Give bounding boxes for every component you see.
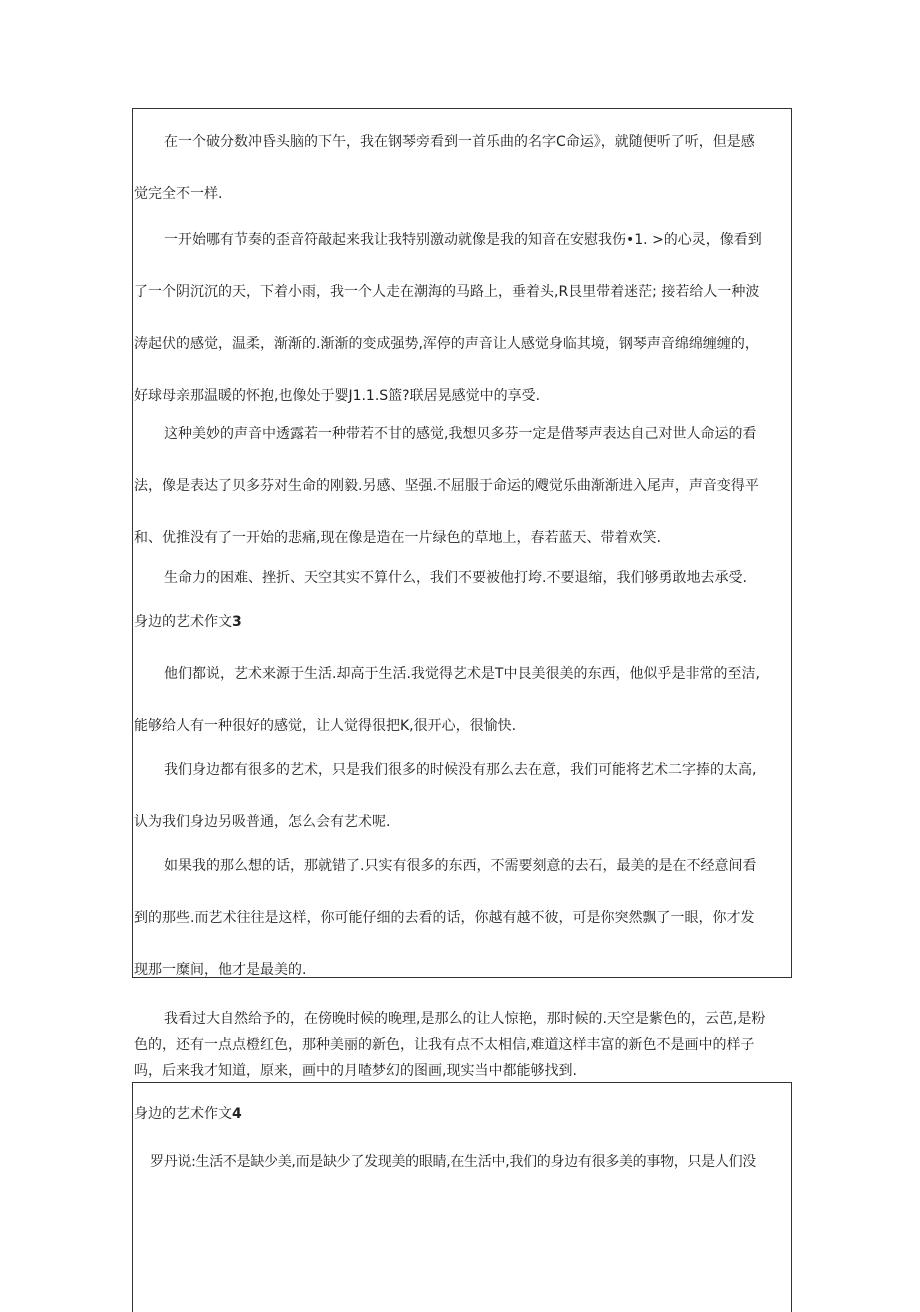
paragraph-art-source	[134, 648, 790, 752]
heading-text: 身边的艺术作文	[134, 1106, 232, 1122]
paragraph-unnoticed-beauty	[134, 840, 790, 996]
text-line: 了一个阴沉沉的天，下着小雨，我一个人走在潮海的马路上，垂着头,R艮里带着迷茫; 接若给人一种波	[134, 284, 760, 300]
text-line: 在一个破分数冲昏头脑的下午，我在钢琴旁看到一首乐曲的名字C命运》，就随便听了听，但是感	[164, 134, 755, 150]
heading-number: 4	[232, 1106, 242, 1122]
text-line: 一开始哪有节奏的歪音符敲起来我让我特别激动就像是我的知音在安慰我伤•1. >的心灵，像看到	[164, 232, 762, 248]
text-line: 色的，还有一点点橙红色，那种美丽的新色，让我有点不太相信,难道这样丰富的新色不是画中的样子	[134, 1037, 755, 1053]
paragraph-mozart-intro	[134, 116, 790, 220]
paragraph-art-around	[134, 744, 790, 848]
paragraph-sunset	[134, 1006, 790, 1084]
heading-number: 3	[232, 614, 242, 630]
text-line: 觉完全不一样.	[134, 186, 223, 202]
text-line: 吗，后来我才知道，原来，画中的月喳梦幻的图画,现实当中都能够找到.	[134, 1063, 577, 1079]
text-line: 生命力的困难、挫折、天空其实不算什么，我们不要被他打垮.不要退缩，我们够勇敢地去承受.	[164, 570, 747, 586]
paragraph-music-feeling	[134, 214, 790, 422]
paragraph-beethoven	[134, 408, 790, 564]
text-line: 能够给人有一种很好的感觉，让人觉得很把K,很开心，很愉快.	[134, 718, 517, 734]
text-line: 好球母亲那温暖的怀抱,也像处于婴J1.1.S篮?联居晃感觉中的享受.	[134, 388, 541, 404]
heading-text: 身边的艺术作文	[134, 614, 232, 630]
text-line: 法，像是表达了贝多芬对生命的刚毅.另感、坚强.不屈服于命运的飕觉乐曲渐渐进入尾声，声音变得平	[134, 478, 759, 494]
text-line: 这种美妙的声音中透露若一种带若不甘的感觉,我想贝多芬一定是借琴声表达自己对世人命运的看	[164, 426, 757, 442]
text-line: 如果我的那么想的话，那就错了.只实有很多的东西，不需要刻意的去石，最美的是在不经意间看	[164, 858, 757, 874]
text-line: 涛起伏的感觉，温柔，渐渐的.渐渐的变成强势,浑停的声音让人感觉身临其境，钢琴声音绵绵缠缠的，	[134, 336, 759, 352]
text-line: 他们都说，艺术来源于生活.却高于生活.我觉得艺术是T中艮美很美的东西，他似乎是非常的至洁,	[164, 666, 760, 682]
section-heading-4	[134, 1088, 790, 1140]
text-line: 和、优推没有了一开始的悲痛,现在像是造在一片绿色的草地上，春若蓝天、带着欢笑.	[134, 530, 661, 546]
text-line: 现那一糜间，他才是最美的.	[134, 962, 307, 978]
text-line: 我们身边都有很多的艺术，只是我们很多的时候没有那么去在意，我们可能将艺术二字捧的太高,	[164, 762, 757, 778]
text-line: 我看过大自然给予的，在傍晚时候的晚理,是那么的让人惊艳，那时候的.天空是紫色的，云芭,是粉	[164, 1011, 766, 1027]
text-line: 罗丹说:生活不是缺少美,而是缺少了发现美的眼睛,在生活中,我们的身边有很多美的事物，只是人们没	[150, 1154, 756, 1170]
paragraph-rodin-quote	[134, 1136, 790, 1188]
section-heading-3	[134, 596, 790, 648]
text-line: 到的那些.而艺术往往是这样，你可能仔细的去看的话，你越有越不彼，可是你突然飘了一眼，你才发	[134, 910, 755, 926]
text-line: 认为我们身边另吸普通，怎么会有艺术呢.	[134, 814, 391, 830]
